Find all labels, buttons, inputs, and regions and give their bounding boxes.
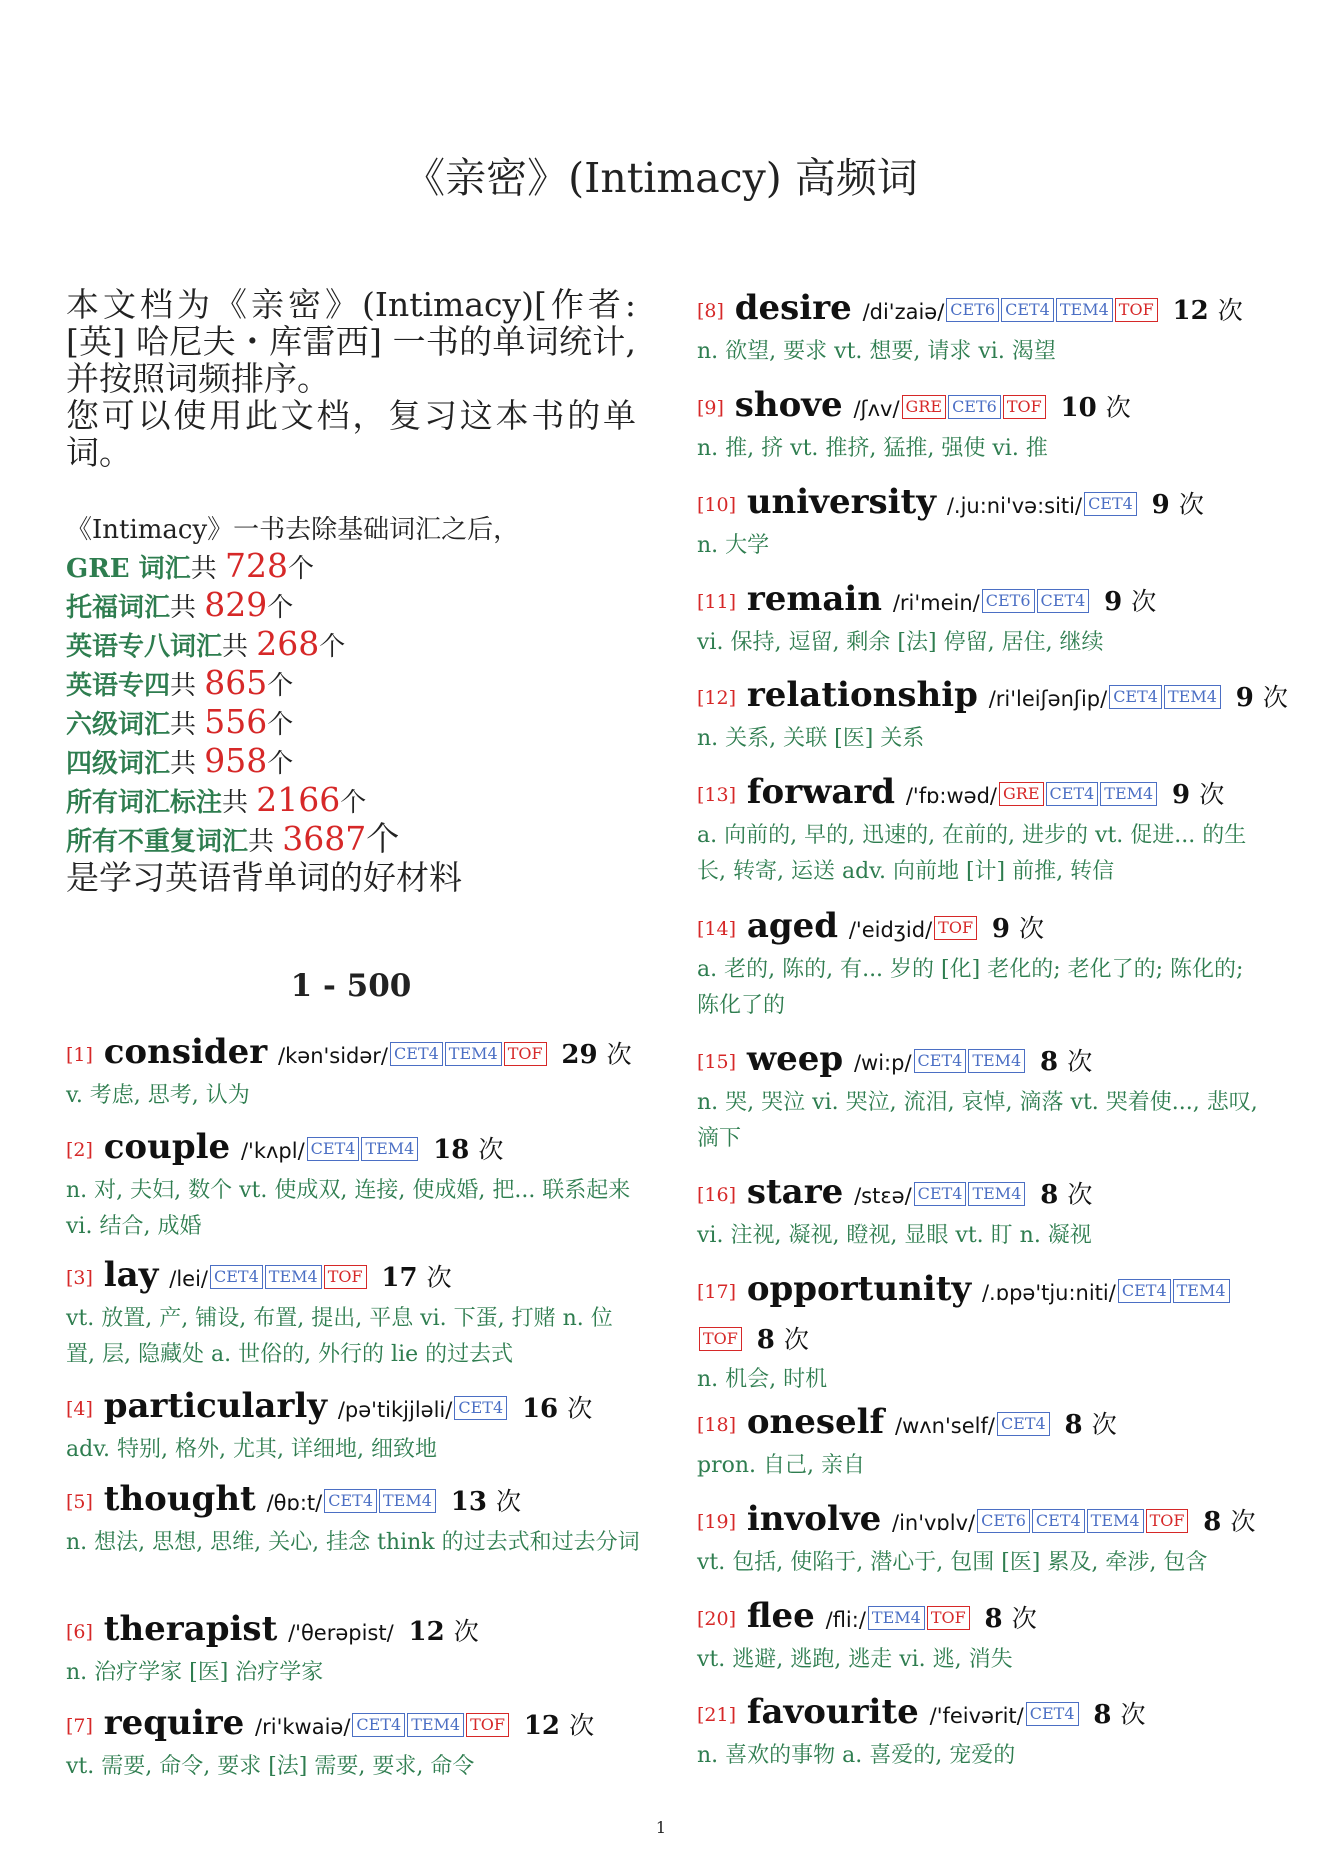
word-entry [697,1037,1272,1157]
entry-definition: n. 对, 夫妇, 数个 vt. 使成双, 连接, 使成婚, 把... 联系起来 vi. 结合, 成婚 [66,1178,631,1239]
entry-definition: n. 治疗学家 [医] 治疗学家 [66,1660,324,1685]
word-entry [697,1170,1272,1254]
stats-count: 2166 [256,780,341,819]
entry-definition: adv. 特别, 格外, 尤其, 详细地, 细致地 [66,1437,437,1462]
entry-headline [66,1384,641,1432]
frequency-unit: 次 [1067,1047,1093,1076]
entry-headline [697,577,1272,625]
entry-index: [12] [697,687,737,709]
entry-frequency [1061,393,1131,423]
frequency-count: 12 [523,1711,560,1741]
entry-definition: vt. 放置, 产, 铺设, 布置, 提出, 平息 vi. 下蛋, 打赌 n. 位置, 层, 隐藏处 a. 世俗的, 外行的 lie 的过去式 [66,1306,613,1367]
word-entry [697,1690,1272,1774]
frequency-unit: 次 [1217,296,1243,325]
word-entry [66,1030,641,1114]
entry-phonetic: /.ɒpə'tju:niti/ [981,1281,1116,1305]
frequency-count: 10 [1060,393,1097,423]
entry-phonetic: /'feivərit/ [929,1704,1024,1728]
exam-tag: CET6 [946,298,999,322]
exam-tag: TEM4 [445,1042,502,1066]
frequency-count: 18 [433,1135,470,1165]
stats-count: 728 [224,546,288,585]
entry-frequency [1152,490,1204,520]
stats-mid: 共 [248,827,283,857]
exam-tag: TOF [1003,395,1046,419]
entry-definition: vi. 保持, 逗留, 剩余 [法] 停留, 居住, 继续 [697,630,1104,655]
word-entry [697,1400,1272,1484]
exam-tag: CET6 [977,1509,1030,1533]
frequency-count: 9 [1235,683,1254,713]
entry-headline [697,1037,1272,1085]
entry-index: [10] [697,494,737,516]
entry-index: [9] [697,397,724,419]
exam-tag: TOF [934,916,977,940]
entry-definition: n. 机会, 时机 [697,1367,828,1392]
exam-tag: TEM4 [379,1489,436,1513]
frequency-unit: 次 [1120,1700,1146,1729]
word-entry [66,1477,641,1561]
entry-frequency [433,1135,503,1165]
stats-mid: 共 [222,632,257,662]
stats-row [66,743,636,782]
frequency-count: 13 [450,1487,487,1517]
frequency-count: 12 [408,1617,445,1647]
frequency-count: 9 [1151,490,1170,520]
entry-word: oneself [746,1402,885,1442]
entry-definition: v. 考虑, 思考, 认为 [66,1083,250,1108]
entry-frequency [1040,1180,1092,1210]
frequency-count: 8 [1064,1410,1083,1440]
frequency-unit: 次 [1199,780,1225,809]
entry-headline [697,673,1288,721]
frequency-unit: 次 [1131,587,1157,616]
entry-index: [14] [697,918,737,940]
entry-headline [697,770,1272,818]
frequency-unit: 次 [569,1711,595,1740]
entry-word: aged [746,906,839,946]
entry-frequency [409,1617,479,1647]
stats-unit: 个 [366,819,400,858]
stats-unit: 个 [267,593,294,623]
entry-frequency [1104,587,1156,617]
stats-count: 3687 [282,819,367,858]
word-entry [697,1267,1272,1398]
stats-row [66,821,636,860]
intro-line: 词。 [66,433,132,472]
entry-headline [697,1400,1272,1448]
entry-headline [66,1701,641,1749]
stats-label: 英语专四 [66,671,171,701]
entry-headline [66,1607,641,1655]
entry-phonetic: /fli:/ [825,1608,866,1632]
stats-unit: 个 [319,632,346,662]
exam-tag: CET4 [1037,589,1090,613]
stats-mid: 共 [170,749,205,779]
stats-lead: 《Intimacy》一书去除基础词汇之后， [66,515,520,545]
stats-row [66,782,636,821]
exam-tag: TOF [324,1265,367,1289]
stats-mid: 共 [170,710,205,740]
exam-tag: TEM4 [1087,1509,1144,1533]
exam-tag: TOF [504,1042,547,1066]
word-entry [697,770,1272,890]
exam-tag: TEM4 [1164,685,1221,709]
entry-index: [13] [697,784,737,806]
word-entry [66,1384,641,1468]
entry-headline [697,1497,1272,1545]
stats-mid: 共 [170,671,205,701]
frequency-unit: 次 [1019,914,1045,943]
stats-label: GRE 词汇 [66,554,191,584]
entry-headline [697,480,1272,528]
entry-phonetic: /kən'sidər/ [278,1044,389,1068]
entry-word: opportunity [746,1269,972,1309]
stats-unit: 个 [287,554,314,584]
entry-index: [15] [697,1051,737,1073]
exam-tag: CET4 [1001,298,1054,322]
frequency-unit: 次 [1091,1410,1117,1439]
exam-tag: CET4 [390,1042,443,1066]
exam-tag: CET4 [1046,782,1099,806]
entry-frequency [1093,1700,1145,1730]
exam-tag: CET4 [454,1396,507,1420]
exam-tag: CET4 [914,1049,967,1073]
entry-phonetic: /θɒ:t/ [266,1491,323,1515]
exam-tag: GRE [999,782,1044,806]
entry-index: [18] [697,1414,737,1436]
page-number: 1 [655,1818,667,1837]
frequency-count: 8 [1040,1047,1059,1077]
stats-closing: 是学习英语背单词的好材料 [66,858,462,897]
stats-row [66,548,636,587]
exam-tag: TEM4 [265,1265,322,1289]
word-entry [697,1497,1272,1581]
entry-word: consider [103,1032,268,1072]
entry-phonetic: /'eidʒid/ [848,918,933,942]
frequency-unit: 次 [567,1394,593,1423]
exam-tag: TEM4 [407,1713,464,1737]
stats-label: 六级词汇 [66,710,171,740]
intro-paragraph [66,286,636,471]
stats-count: 556 [204,702,268,741]
entry-frequency [381,1263,451,1293]
entry-frequency [992,914,1044,944]
stats-label: 所有不重复词汇 [66,827,249,857]
stats-label: 所有词汇标注 [66,788,223,818]
section-title: 1 - 500 [290,968,412,1004]
stats-mid: 共 [190,554,225,584]
entry-word: shove [734,385,843,425]
frequency-count: 12 [1172,296,1209,326]
entry-definition: vt. 逃避, 逃跑, 逃走 vi. 逃, 消失 [697,1647,1013,1672]
entry-headline [697,904,1272,952]
entry-definition: a. 老的, 陈的, 有... 岁的 [化] 老化的; 老化了的; 陈化的; 陈化了的 [697,957,1244,1018]
entry-headline [66,1030,641,1078]
entry-frequency [985,1604,1037,1634]
exam-tag: TOF [1146,1509,1189,1533]
exam-tag: CET4 [1118,1279,1171,1303]
entry-index: [8] [697,300,724,322]
entry-headline [697,286,1272,334]
exam-tag: GRE [902,395,947,419]
intro-line: 本文档为《亲密》(Intimacy)[作者: [66,285,636,324]
frequency-count: 29 [561,1040,598,1070]
entry-phonetic: /.ju:ni'və:siti/ [946,494,1083,518]
entry-index: [20] [697,1608,737,1630]
entry-definition: n. 大学 [697,533,770,558]
exam-tag: TOF [1115,298,1158,322]
frequency-count: 17 [381,1263,418,1293]
entry-headline [66,1477,641,1525]
exam-tag: CET4 [324,1489,377,1513]
exam-tag: CET4 [1032,1509,1085,1533]
entry-phonetic: /in'vɒlv/ [892,1511,976,1535]
frequency-unit: 次 [783,1325,809,1354]
document-title: 《亲密》(Intimacy) 高频词 [404,154,918,202]
entry-index: [19] [697,1511,737,1533]
exam-tag: TOF [466,1713,509,1737]
entry-definition: n. 喜欢的事物 a. 喜爱的, 宠爱的 [697,1743,1016,1768]
entry-definition: pron. 自己, 亲自 [697,1453,865,1478]
entry-index: [21] [697,1704,737,1726]
entry-frequency [561,1040,631,1070]
intro-line: 并按照词频排序。 [66,359,330,398]
exam-tag: CET4 [914,1182,967,1206]
entry-headline [697,1267,1272,1362]
exam-tag: CET4 [1026,1702,1079,1726]
entry-word: weep [746,1039,844,1079]
entry-phonetic: /di'zaiə/ [862,300,945,324]
exam-tag: TOF [699,1327,742,1351]
entry-definition: n. 推, 挤 vt. 推挤, 猛推, 强使 vi. 推 [697,436,1048,461]
frequency-count: 9 [1104,587,1123,617]
entry-word: forward [746,772,896,812]
entry-frequency [1065,1410,1117,1440]
entry-definition: n. 哭, 哭泣 vi. 哭泣, 流泪, 哀悼, 滴落 vt. 哭着使..., 悲叹, 滴下 [697,1090,1258,1151]
entry-index: [7] [66,1715,93,1737]
stats-row [66,626,636,665]
frequency-unit: 次 [1230,1507,1256,1536]
entry-index: [6] [66,1621,93,1643]
entry-phonetic: /ri'mein/ [892,591,980,615]
stats-unit: 个 [340,788,367,818]
entry-headline [697,1690,1272,1738]
word-entry [697,577,1272,661]
entry-frequency [757,1325,809,1355]
entry-definition: vt. 需要, 命令, 要求 [法] 需要, 要求, 命令 [66,1754,475,1779]
frequency-unit: 次 [1262,683,1288,712]
frequency-count: 8 [756,1325,775,1355]
entry-index: [16] [697,1184,737,1206]
entry-frequency [1203,1507,1255,1537]
entry-index: [5] [66,1491,93,1513]
entry-frequency [1172,296,1242,326]
entry-frequency [1172,780,1224,810]
exam-tag: TEM4 [1100,782,1157,806]
stats-unit: 个 [267,710,294,740]
exam-tag: CET4 [1109,685,1162,709]
stats-mid: 共 [222,788,257,818]
entry-index: [1] [66,1044,93,1066]
stats-count: 958 [204,741,268,780]
word-entry [697,1594,1272,1678]
word-entry [66,1607,641,1691]
exam-tag: TEM4 [1173,1279,1230,1303]
entry-phonetic: /pə'tikjjləli/ [337,1398,453,1422]
frequency-unit: 次 [1011,1604,1037,1633]
exam-tag: TEM4 [361,1137,418,1161]
exam-tag: CET6 [948,395,1001,419]
entry-headline [66,1253,641,1301]
stats-unit: 个 [267,749,294,779]
entry-word: couple [103,1127,231,1167]
entry-definition: n. 欲望, 要求 vt. 想要, 请求 vi. 渴望 [697,339,1056,364]
entry-word: flee [746,1596,815,1636]
entry-phonetic: /'θerəpist/ [288,1621,394,1645]
entry-index: [17] [697,1281,737,1303]
entry-headline [697,383,1272,431]
entry-phonetic: /ri'kwaiə/ [255,1715,351,1739]
word-entry [66,1701,641,1785]
word-entry [697,904,1272,1024]
stats-row [66,665,636,704]
frequency-count: 8 [1203,1507,1222,1537]
entry-word: remain [746,579,883,619]
exam-tag: CET4 [1084,492,1137,516]
entry-word: favourite [746,1692,919,1732]
entry-word: relationship [746,675,978,715]
entry-word: require [103,1703,245,1743]
exam-tag: CET4 [352,1713,405,1737]
stats-label: 托福词汇 [66,593,171,623]
entry-index: [4] [66,1398,93,1420]
entry-word: thought [103,1479,256,1519]
frequency-unit: 次 [478,1135,504,1164]
exam-tag: CET4 [997,1412,1050,1436]
intro-line: 您可以使用此文档，复习这本书的单 [66,396,636,435]
frequency-count: 9 [991,914,1010,944]
frequency-count: 9 [1172,780,1191,810]
frequency-unit: 次 [1067,1180,1093,1209]
exam-tag: TEM4 [868,1606,925,1630]
entry-word: stare [746,1172,844,1212]
entry-phonetic: /lei/ [169,1267,208,1291]
entry-definition: n. 想法, 思想, 思维, 关心, 挂念 think 的过去式和过去分词 [66,1530,640,1555]
entry-index: [2] [66,1139,93,1161]
stats-label: 英语专八词汇 [66,632,223,662]
frequency-count: 16 [521,1394,559,1424]
entry-phonetic: /ri'leiʃənʃip/ [988,687,1108,711]
entry-definition: a. 向前的, 早的, 迅速的, 在前的, 进步的 vt. 促进... 的生长, 转寄, 运送 adv. 向前地 [计] 前推, 转信 [697,823,1247,884]
entry-phonetic: /stɛə/ [854,1184,912,1208]
stats-count: 829 [204,585,268,624]
exam-tag: TOF [927,1606,970,1630]
exam-tag: TEM4 [1056,298,1113,322]
entry-headline [66,1125,641,1173]
frequency-unit: 次 [495,1487,521,1516]
entry-frequency [1040,1047,1092,1077]
entry-phonetic: /'fɒ:wəd/ [905,784,997,808]
entry-phonetic: /wi:p/ [853,1051,912,1075]
exam-tag: CET4 [307,1137,360,1161]
entry-frequency [524,1711,594,1741]
entry-index: [11] [697,591,737,613]
stats-count: 865 [204,663,268,702]
word-entry [66,1253,641,1373]
frequency-unit: 次 [453,1617,479,1646]
entry-word: therapist [103,1609,278,1649]
intro-line: [英] 哈尼夫・库雷西] 一书的单词统计, [66,322,636,361]
stats-unit: 个 [267,671,294,701]
word-entry [66,1125,641,1245]
vocabulary-stats [66,512,636,896]
frequency-count: 8 [1040,1180,1059,1210]
word-entry [697,673,1288,757]
entry-word: desire [734,288,852,328]
entry-definition: vt. 包括, 使陷于, 潜心于, 包围 [医] 累及, 牵涉, 包含 [697,1550,1208,1575]
frequency-count: 8 [1093,1700,1112,1730]
entry-frequency [1236,683,1288,713]
stats-label: 四级词汇 [66,749,171,779]
stats-row [66,587,636,626]
entry-index: [3] [66,1267,93,1289]
entry-definition: n. 关系, 关联 [医] 关系 [697,726,925,751]
entry-frequency [522,1394,592,1424]
frequency-unit: 次 [606,1040,632,1069]
frequency-unit: 次 [1105,393,1131,422]
entry-headline [697,1170,1272,1218]
exam-tag: CET4 [210,1265,263,1289]
stats-mid: 共 [170,593,205,623]
frequency-unit: 次 [1178,490,1204,519]
entry-headline [697,1594,1272,1642]
frequency-count: 8 [984,1604,1003,1634]
exam-tag: TEM4 [968,1049,1025,1073]
exam-tag: TEM4 [968,1182,1025,1206]
stats-count: 268 [256,624,320,663]
entry-word: involve [746,1499,882,1539]
exam-tag: CET6 [982,589,1035,613]
entry-definition: vi. 注视, 凝视, 瞪视, 显眼 vt. 盯 n. 凝视 [697,1223,1092,1248]
word-entry [697,286,1272,370]
word-entry [697,383,1272,467]
entry-frequency [451,1487,521,1517]
entry-word: university [746,482,937,522]
entry-word: lay [103,1255,159,1295]
word-entry [697,480,1272,564]
entry-phonetic: /ʃʌv/ [853,397,900,421]
stats-row [66,704,636,743]
entry-phonetic: /wʌn'self/ [895,1414,995,1438]
frequency-unit: 次 [426,1263,452,1292]
entry-word: particularly [103,1386,328,1426]
entry-phonetic: /'kʌpl/ [240,1139,305,1163]
